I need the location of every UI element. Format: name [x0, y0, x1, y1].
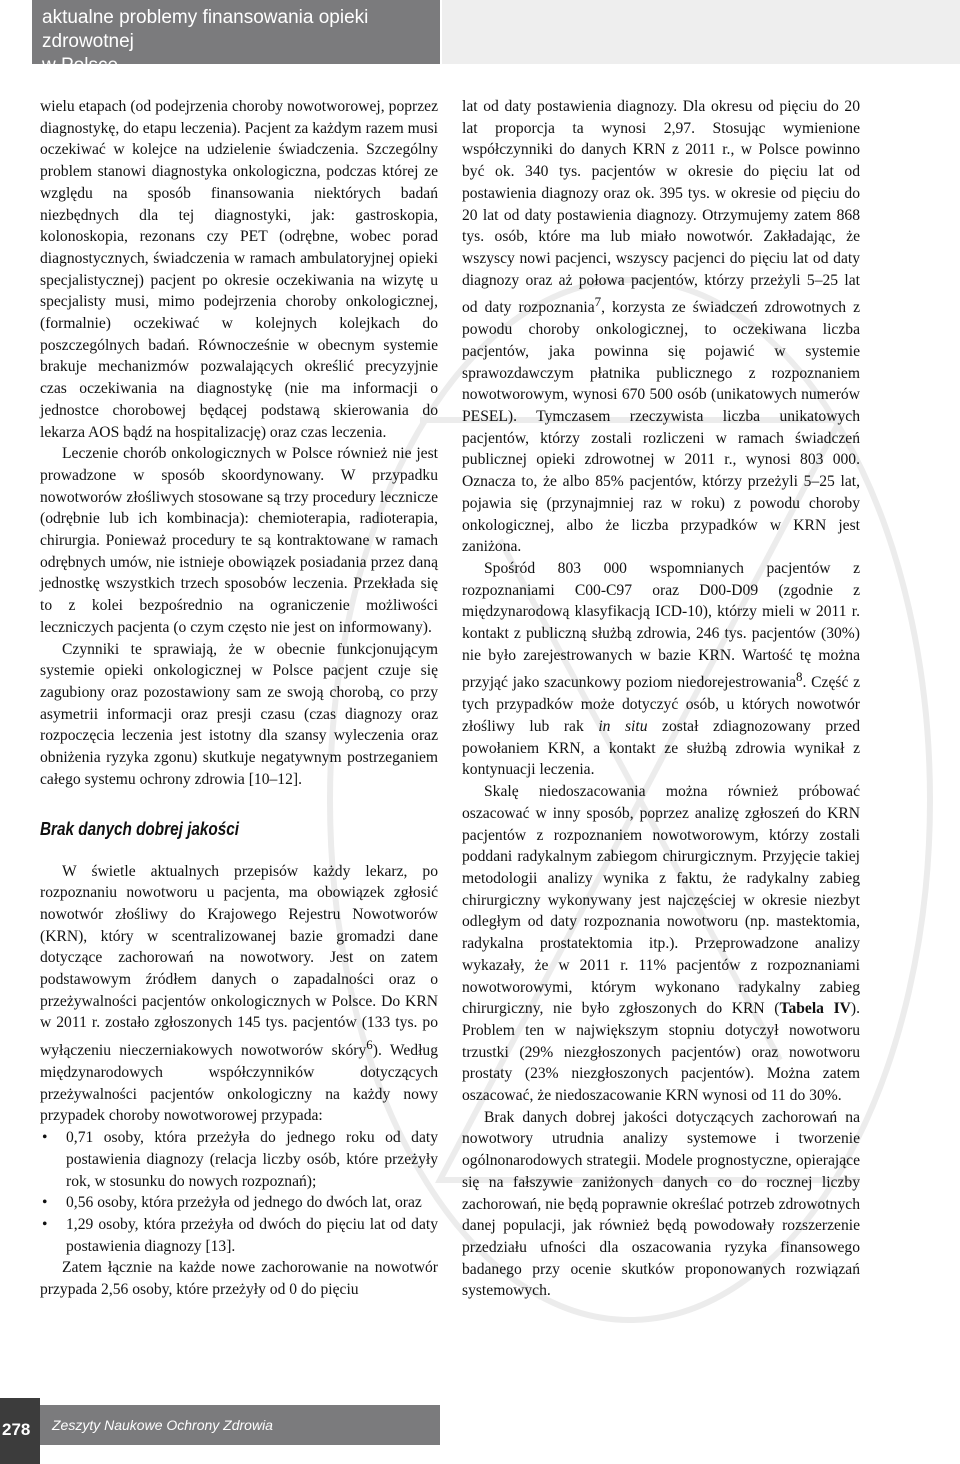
page-number: 278 [2, 1420, 31, 1439]
italic-term: in situ [598, 718, 648, 736]
footnote-ref: 8 [796, 669, 803, 685]
text-run: Spośród 803 000 wspomnianych pacjentów z rozpoznaniami C00-C97 oraz D00-D09 (zgodnie z międzynarodową klasyfikacją ICD-10), którzy mieli w 2011 r. kontakt z publiczną służbą zdrowia, 246 tys. pacjentów (30%) nie było zarejestrowanych w bazie KRN. Wartość tę można przyjąć jako szacunkowy poziom niedorejestrowania [462, 559, 860, 692]
text-run: Skalę niedoszacowania można również próbować oszacować w inny sposób, poprzez analizę zgłoszeń do KRN pacjentów z rozpoznaniem nowotworowym, którzy zostali poddani radykalnym zabiegom chirurgicznym. Przyjęcie takiej metodologii analizy wynika z faktu, że radykalny zabieg chirurgiczny wykonywany jest najczęściej w okresie niezbyt odległym od daty rozpoznania nowotworu (np. mastektomia, radykalna prostatektomia itp.). Przeprowadzone analizy wykazały, że w 2011 r. 11% pacjentów z rozpoznaniami nowotworowymi, którym wykonano radykalny zabieg chirurgiczny, nie było zgłoszonych do KRN ( [462, 783, 860, 1018]
list-item-text: 1,29 osoby, która przeżyła od dwóch do pięciu lat od daty postawienia diagnozy [13]. [66, 1215, 438, 1255]
text-run: ). Problem ten w największym stopniu dotyczył nowotworu trzustki (29% niezgłoszonych pacjentów) oraz nowotworu prostaty (23% niezgłoszonych pacjentów). Można zatem oszacować, że niedoszacowanie KRN wynosi od 11 do 30%. [462, 1000, 860, 1105]
paragraph: Brak danych dobrej jakości dotyczących zachorowań na nowotwory utrudnia analizy systemowe i tworzenie ogólnonarodowych strategii. Modele prognostyczne, opierające się na fałszywie zaniżonych danych co do rocznej liczby zachorowań, nie będą poprawnie określać potrzeb zdrowotnych danej populacji, jak również będą powodowały rozszerzenie przedziału ufności dla oszacowania ryzyka finansowego badanego przy ocenie skutków proponowanych rozwiązań systemowych. [462, 1108, 860, 1300]
section-heading: Brak danych dobrej jakości [40, 818, 239, 839]
text-run: został zdiagnozowany przed powołaniem KRN, a kontakt ze służbą zdrowia wynikał z kontynuacji leczenia. [462, 718, 860, 779]
bullet-glyph: • [42, 1129, 48, 1147]
bullet-list [40, 1127, 438, 1257]
left-column [40, 96, 438, 1301]
text-run: W świetle aktualnych przepisów każdy lekarz, po rozpoznaniu nowotworu u pacjenta, ma obowiązek zgłosić nowotwór złośliwy do Krajowego Rejestru Nowotworów (KRN), który w scentralizowanej bazie gromadzi dane dotyczące zachorowań na nowotwory. Jest on zatem podstawowym źródłem danych o zapadalności oraz o przeżywalności pacjentów onkologicznych w Polsce. Do KRN w 2011 r. zostało zgłoszonych 145 tys. pacjentów (133 tys. po wyłączeniu nieczerniakowych nowotworów skóry [40, 862, 438, 1060]
list-item-text: 0,56 osoby, która przeżyła od jednego do dwóch lat, oraz [66, 1194, 422, 1212]
list-item [40, 1127, 438, 1192]
text-run: . Część z tych przypadków może dotyczyć osób, u których nowotwór złośliwy lub rak [462, 674, 860, 736]
list-item [40, 1214, 438, 1257]
paragraph: wielu etapach (od podejrzenia choroby nowotworowej, poprzez diagnostykę, do etapu leczenia). Pacjent za każdym razem musi oczekiwać w kolejce na udzielenie świadczenia. Szczególny problem stanowi diagnostyka onkologiczna, podczas której ze względu na sposób finansowania niektórych badań niezbędnych dla tej diagnostyki, jak: gastroskopia, kolonoskopia, rezonans czy PET (odrębne, wobec porad diagnostycznych, świadczenia w ramach ambulatoryjnej opieki specjalistycznej) pacjent po okresie oczekiwania na wizytę u specjalisty musi, mimo podejrzenia choroby onkologicznej, (formalnie) oczekiwać w kolejnych kolejkach do poszczególnych badań. Równocześnie w obecnym systemie brakuje mechanizmów pozwalających określić precyzyjnie czas oczekiwania na diagnostykę (nie ma informacji o jednostce chorobowej będącej podstawą skierowania do lekarza AOS bądź na hospitalizację) oraz czas leczenia. [40, 98, 438, 441]
table-reference: Tabela IV [779, 1000, 851, 1018]
running-header [32, 0, 440, 76]
text-run: lat od daty postawienia diagnozy. Dla okresu od pięciu do 20 lat proporcja ta wynosi 2,97. Stosując wymienione współczynniki do danych KRN z 2011 r., w Polsce powinno być ok. 340 tys. pacjentów w okresie do pięciu lat od postawienia diagnozy oraz ok. 395 tys. w okresie od pięciu do 20 lat od daty postawienia diagnozy. Otrzymujemy zatem 868 tys. osób, które ma lub miało nowotwór. Zakładając, że wszyscy nowi pacjenci, wszyscy pacjenci do pięciu lat od daty diagnozy oraz aż połowa pacjentów, którzy przeżyli 5–25 lat od daty rozpoznania [462, 98, 860, 317]
text-run: , korzysta ze świadczeń zdrowotnych z powodu choroby onkologicznej, to oczekiwana liczba pacjentów, jaka powinna się pojawić w systemie sprawozdawczym płatnika publicznego z rozpoznaniem nowotworowym, wynosi 670 500 osób (unikatowych numerów PESEL). Tymczasem rzeczywista liczba unikatowych pacjentów, którzy zostali rozliczeni w ramach świadczeń publicznej opieki zdrowotnej w 2011 r., wynosi 803 000. Oznacza to, że albo 85% pacjentów, którzy przeżyli 5–25 lat, pojawia się (przynajmniej raz w roku) z powodu choroby onkologicznej, albo że liczba przypadków w KRN jest zaniżona. [462, 299, 860, 556]
paragraph: Czynniki te sprawiają, że w obecnie funkcjonującym systemie opieki onkologicznej w Polsce pacjent czuje się zagubiony oraz pozostawiony sam ze swoją chorobą, co przy asymetrii informacji oraz presji czasu (czas diagnozy oraz rozpoczęcia leczenia jest istotny dla szansy wyleczenia oraz obniżenia ryzyka zgonu) skutkuje negatywnym postrzeganiem całego systemu ochrony zdrowia [10–12]. [40, 640, 438, 788]
paragraph: Leczenie chorób onkologicznych w Polsce również nie jest prowadzone w sposób skoordynowany. W przypadku nowotworów złośliwych stosowane są trzy procedury lecznicze (odrębnie lub ich kombinacja): chemioterapia, radioterapia, chirurgia. Ponieważ procedury te są kontraktowane w ramach odrębnych umów, nie istnieje obowiązek posiadania przez daną jednostkę wszystkich trzech sposobów leczenia. Przekłada się to z kolei bezpośrednio na ograniczenie możliwości leczniczych pacjenta (o czym często nie jest on informowany). [40, 445, 438, 636]
header-band [442, 0, 960, 64]
bullet-glyph: • [42, 1215, 48, 1233]
page-number-box [0, 1398, 40, 1464]
footnote-ref: 7 [594, 294, 602, 310]
paragraph [40, 861, 438, 1128]
journal-footer: Zeszyty Naukowe Ochrony Zdrowia [40, 1405, 440, 1445]
text-run: ). Według międzynarodowych współczynników dotyczących przeżywalności pacjentów onkologiczny na każdy nowy przypadek choroby nowotworowej przypada: [40, 1042, 439, 1125]
footnote-ref: 6 [366, 1037, 373, 1053]
list-item-text: 0,71 osoby, która przeżyła do jednego roku od daty postawienia diagnozy (relacja liczby osób, które przeżyły rok, w stosunku do nowych rozpoznań); [66, 1129, 438, 1190]
paragraph [462, 781, 860, 1107]
list-item [40, 1192, 438, 1214]
bullet-glyph: • [42, 1194, 48, 1212]
paragraph: Zatem łącznie na każde nowe zachorowanie na nowotwór przypada 2,56 osoby, które przeżyły od 0 do pięciu [40, 1259, 438, 1299]
paragraph [462, 558, 860, 781]
right-column [462, 96, 860, 1302]
paragraph [462, 96, 860, 558]
running-header-line-2: w Polsce [42, 55, 119, 76]
running-header-line-1: aktualne problemy finansowania opieki zdrowotnej [42, 7, 369, 52]
